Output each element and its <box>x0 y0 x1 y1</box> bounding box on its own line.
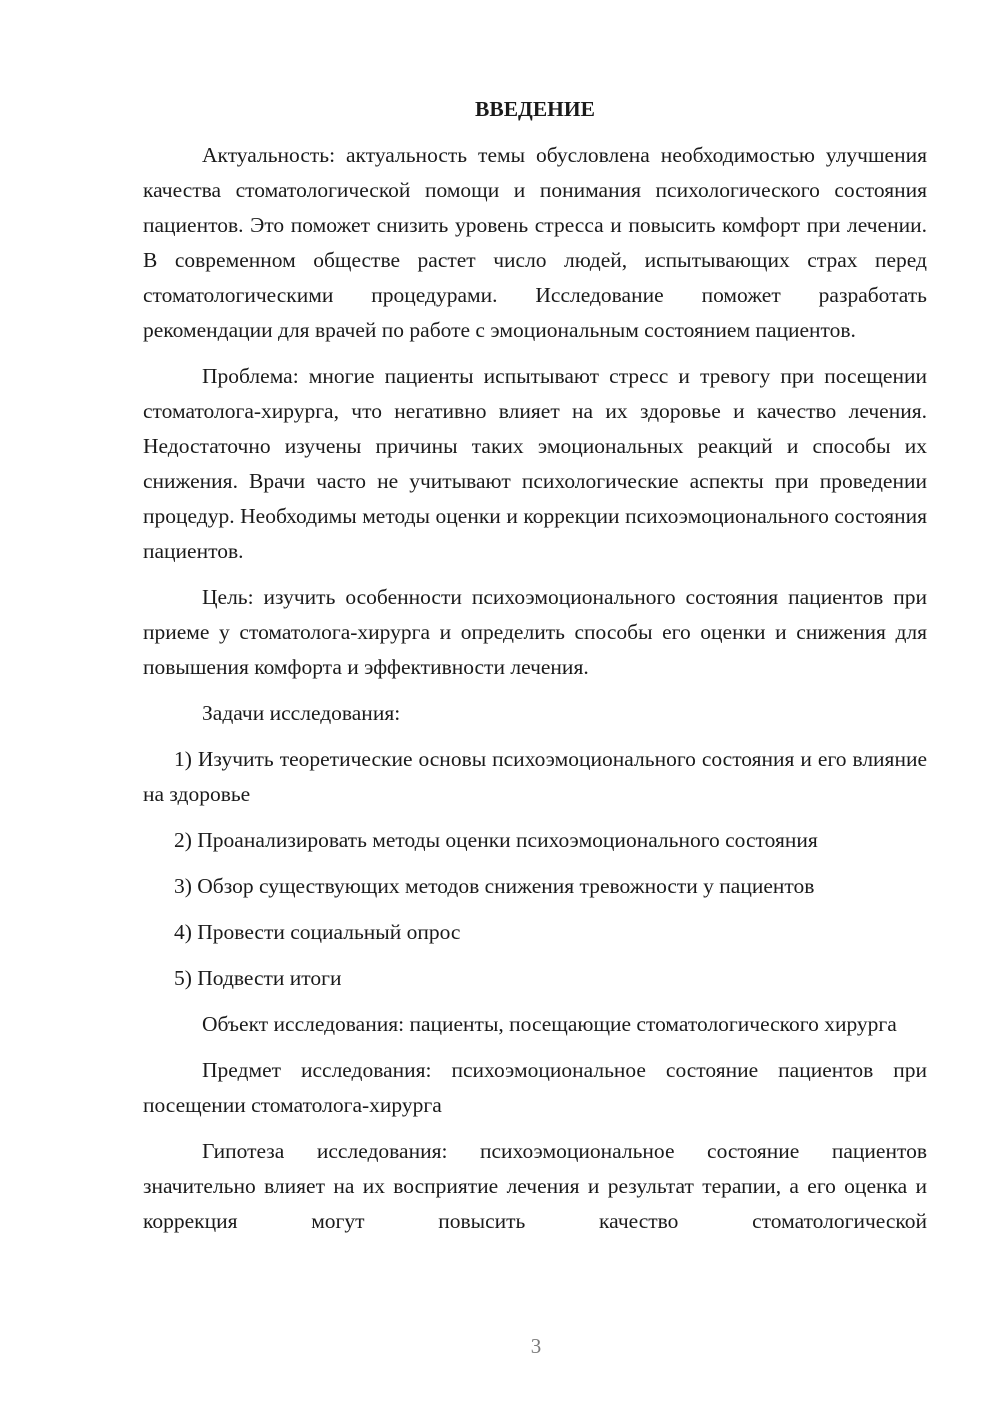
paragraph-problem: Проблема: многие пациенты испытывают стресс и тревогу при посещении стоматолога-хирурга, что негативно влияет на их здоровье и качество лечения. Недостаточно изучены причины таких эмоциональных реакций и способы их снижения. Врачи часто не учитывают психологические аспекты при проведении процедур. Необходимы методы оценки и коррекции психоэмоционального состояния пациентов. <box>143 364 927 563</box>
paragraph-relevance: Актуальность: актуальность темы обусловлена необходимостью улучшения качества стоматологической помощи и понимания психологического состояния пациентов. Это поможет снизить уровень стресса и повысить комфорт при лечении. В современном обществе растет число людей, испытывающих страх перед стоматологическими процедурами. Исследование поможет разработать рекомендации для врачей по работе с эмоциональным состоянием пациентов. <box>143 143 927 342</box>
page-content <box>143 92 927 1250</box>
task-item: 5) Подвести итоги <box>174 966 342 990</box>
paragraph-object: Объект исследования: пациенты, посещающие стоматологического хирурга <box>202 1012 897 1036</box>
page-number: 3 <box>530 1334 542 1358</box>
paragraph-subject: Предмет исследования: психоэмоциональное состояние пациентов при посещении стоматолога-хирурга <box>143 1058 927 1117</box>
paragraph-goal: Цель: изучить особенности психоэмоционального состояния пациентов при приеме у стоматолога-хирурга и определить способы его оценки и снижения для повышения комфорта и эффективности лечения. <box>143 585 927 679</box>
task-item: 3) Обзор существующих методов снижения тревожности у пациентов <box>174 874 815 898</box>
section-title: ВВЕДЕНИЕ <box>475 97 595 121</box>
tasks-heading: Задачи исследования: <box>202 701 401 725</box>
paragraph-hypothesis: Гипотеза исследования: психоэмоциональное состояние пациентов значительно влияет на их восприятие лечения и результат терапии, а его оценка и коррекция могут повысить качество стоматологической <box>143 1139 927 1233</box>
task-item: 1) Изучить теоретические основы психоэмоционального состояния и его влияние на здоровье <box>143 747 927 806</box>
task-item: 4) Провести социальный опрос <box>174 920 461 944</box>
task-item: 2) Проанализировать методы оценки психоэмоционального состояния <box>174 828 818 852</box>
